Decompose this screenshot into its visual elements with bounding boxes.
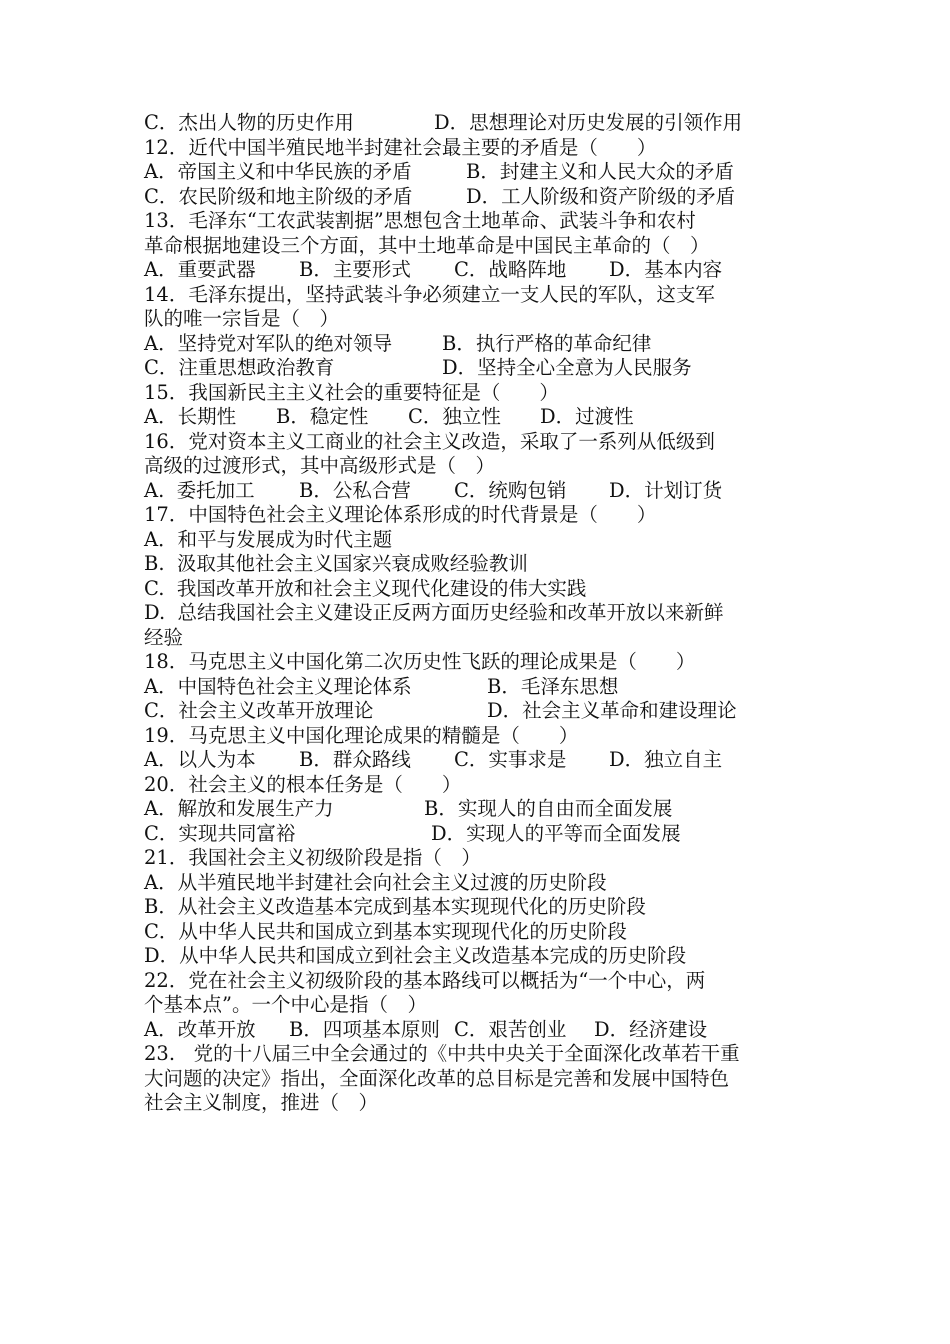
answer-option: C．实现共同富裕	[144, 821, 296, 845]
answer-option: C．杰出人物的历史作用	[144, 111, 354, 134]
answer-option: D．过渡性	[540, 405, 634, 428]
options-line	[144, 332, 824, 357]
text-line: D．从中华人民共和国成立到社会主义改造基本完成的历史阶段	[144, 944, 687, 967]
answer-option: B．执行严格的革命纪律	[442, 331, 652, 355]
text-line: 20．社会主义的根本任务是（ ）	[144, 772, 462, 796]
answer-option: C．统购包销	[454, 478, 567, 502]
answer-option: A．长期性	[144, 405, 237, 428]
answer-option: D．独立自主	[609, 748, 723, 771]
answer-option: C．实事求是	[454, 748, 567, 771]
options-line	[144, 699, 824, 724]
text-line: B. 汲取其他社会主义国家兴衰成败经验教训	[144, 552, 528, 575]
options-line	[144, 479, 824, 504]
text-line: 23. 党的十八届三中全会通过的《中共中央关于全面深化改革若干重	[144, 1042, 740, 1065]
text-line: C. 我国改革开放和社会主义现代化建设的伟大实践	[144, 576, 587, 600]
answer-option: A. 委托加工	[144, 478, 255, 502]
text-line: 18．马克思主义中国化第二次历史性飞跃的理论成果是（ ）	[144, 650, 696, 673]
text-line: B．从社会主义改造基本完成到基本实现现代化的历史阶段	[144, 895, 646, 918]
answer-option: D．社会主义革命和建设理论	[487, 699, 737, 722]
answer-option: B．群众路线	[299, 748, 411, 771]
options-line	[144, 111, 824, 136]
text-line: 17．中国特色社会主义理论体系形成的时代背景是（ ）	[144, 503, 657, 526]
text-line: 16．党对资本主义工商业的社会主义改造，采取了一系列从低级到	[144, 429, 715, 453]
text-line: D. 总结我国社会主义建设正反两方面历史经验和改革开放以来新鲜	[144, 601, 724, 624]
answer-option: D．实现人的平等而全面发展	[431, 821, 681, 845]
text-line: 21．我国社会主义初级阶段是指（ ）	[144, 846, 481, 869]
text-line: 高级的过渡形式，其中高级形式是（ ）	[144, 454, 496, 477]
answer-option: B．毛泽东思想	[487, 674, 619, 698]
text-line: 14．毛泽东提出，坚持武装斗争必须建立一支人民的军队，这支军	[144, 282, 715, 306]
options-line	[144, 748, 824, 773]
text-line: 12．近代中国半殖民地半封建社会最主要的矛盾是（ ）	[144, 135, 657, 159]
answer-option: D．工人阶级和资产阶级的矛盾	[466, 184, 736, 208]
answer-option: A．以人为本	[144, 748, 256, 771]
answer-option: B．稳定性	[276, 405, 369, 428]
options-line	[144, 675, 824, 700]
answer-option: A．改革开放	[144, 1017, 256, 1041]
answer-option: B．实现人的自由而全面发展	[424, 797, 673, 820]
options-line	[144, 185, 824, 210]
options-line	[144, 1018, 824, 1043]
answer-option: B．四项基本原则	[289, 1017, 440, 1041]
answer-option: D．经济建设	[594, 1017, 708, 1041]
text-line: 个基本点”。一个中心是指（ ）	[144, 993, 427, 1016]
text-line: 经验	[144, 625, 184, 649]
text-line: A．从半殖民地半封建社会向社会主义过渡的历史阶段	[144, 870, 607, 894]
options-line	[144, 258, 824, 283]
answer-option: C．农民阶级和地主阶级的矛盾	[144, 184, 413, 208]
answer-option: D．计划订货	[609, 478, 723, 502]
answer-option: C．艰苦创业	[454, 1017, 567, 1041]
options-line	[144, 160, 824, 185]
answer-option: B．主要形式	[299, 258, 411, 281]
answer-option: C．注重思想政治教育	[144, 356, 335, 379]
options-line	[144, 405, 824, 430]
document-page	[144, 111, 824, 1116]
answer-option: A．坚持党对军队的绝对领导	[144, 331, 393, 355]
answer-option: B．封建主义和人民大众的矛盾	[466, 160, 734, 183]
answer-option: C．社会主义改革开放理论	[144, 699, 374, 722]
text-line: 革命根据地建设三个方面，其中土地革命是中国民主革命的（ ）	[144, 233, 710, 257]
answer-option: C．独立性	[408, 405, 501, 428]
options-line	[144, 822, 824, 847]
text-line: 19．马克思主义中国化理论成果的精髓是（ ）	[144, 723, 579, 747]
answer-option: A．帝国主义和中华民族的矛盾	[144, 160, 412, 183]
answer-option: B．公私合营	[299, 478, 411, 502]
text-line: 13．毛泽东“工农武装割据”思想包含土地革命、武装斗争和农村	[144, 209, 696, 232]
answer-option: D．基本内容	[609, 258, 723, 281]
text-line: 15．我国新民主主义社会的重要特征是（ ）	[144, 380, 559, 404]
text-line: A．和平与发展成为时代主题	[144, 527, 393, 551]
answer-option: D．思想理论对历史发展的引领作用	[434, 111, 743, 134]
text-line: 22．党在社会主义初级阶段的基本路线可以概括为“一个中心，两	[144, 968, 706, 992]
text-line: C．从中华人民共和国成立到基本实现现代化的历史阶段	[144, 919, 627, 943]
answer-option: D．坚持全心全意为人民服务	[442, 356, 692, 379]
text-line: 大问题的决定》指出，全面深化改革的总目标是完善和发展中国特色	[144, 1066, 730, 1090]
answer-option: A．解放和发展生产力	[144, 797, 334, 820]
answer-option: C．战略阵地	[454, 258, 567, 281]
text-line: 队的唯一宗旨是（ ）	[144, 307, 340, 330]
answer-option: A．重要武器	[144, 258, 256, 281]
answer-option: A．中国特色社会主义理论体系	[144, 674, 412, 698]
options-line	[144, 797, 824, 822]
options-line	[144, 356, 824, 381]
text-line: 社会主义制度，推进（ ）	[144, 1091, 379, 1114]
